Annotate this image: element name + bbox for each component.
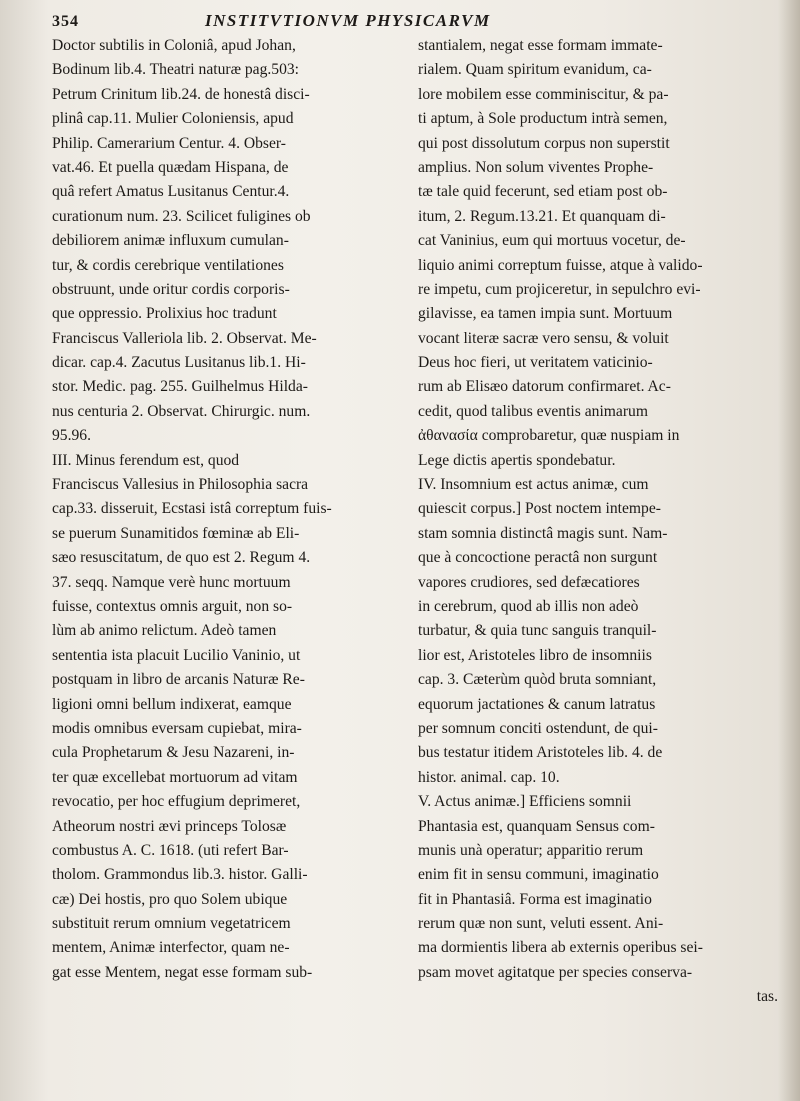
- right-text-column: [418, 34, 784, 1010]
- text-line: munis unà operatur; apparitio rerum: [418, 841, 644, 859]
- text-line: Atheorum nostri ævi princeps Tolosæ: [52, 817, 287, 835]
- text-line: stantialem, negat esse formam immate-: [418, 37, 663, 54]
- text-line: enim fit in sensu communi, imaginatio: [418, 866, 659, 884]
- text-line: tur, & cordis cerebrique ventilationes: [52, 256, 284, 274]
- text-line: postquam in libro de arcanis Naturæ Re-: [52, 671, 305, 689]
- page-number: 354: [52, 13, 79, 30]
- text-line: sæo resuscitatum, de quo est 2. Regum 4.: [52, 549, 311, 567]
- text-line: ἀθανασία comprobaretur, quæ nuspiam in: [418, 427, 680, 445]
- running-head: INSTITVTIONVM PHYSICARVM: [205, 11, 491, 30]
- text-line: gat esse Mentem, negat esse formam sub-: [52, 963, 313, 981]
- text-line: equorum jactationes & canum latratus: [418, 695, 656, 713]
- left-text-column: [52, 34, 416, 985]
- text-line: Doctor subtilis in Coloniâ, apud Johan,: [52, 37, 296, 54]
- text-line: stor. Medic. pag. 255. Guilhelmus Hilda-: [52, 378, 308, 396]
- text-line: Bodinum lib.4. Theatri naturæ pag.503:: [52, 61, 300, 79]
- text-line: modis omnibus eversam cupiebat, mira-: [52, 719, 302, 737]
- text-line: rerum quæ non sunt, veluti essent. Ani-: [418, 915, 664, 933]
- text-line: cap.33. disseruit, Ecstasi istâ correptum fuis-: [52, 500, 332, 518]
- text-line: in cerebrum, quod ab illis non adeò: [418, 597, 639, 615]
- text-line: substituit rerum omnium vegetatricem: [52, 915, 291, 933]
- text-line: combustus A. C. 1618. (uti refert Bar-: [52, 841, 289, 859]
- text-line: psam movet agitatque per species conserva-: [418, 963, 693, 981]
- text-line: liquio animi correptum fuisse, atque à valido-: [418, 256, 703, 274]
- text-line: quâ refert Amatus Lusitanus Centur.4.: [52, 183, 290, 201]
- text-line: fuisse, contextus omnis arguit, non so-: [52, 597, 293, 615]
- text-line: quiescit corpus.] Post noctem intempe-: [418, 500, 661, 518]
- text-line: III. Minus ferendum est, quod: [52, 451, 240, 469]
- text-line: tholom. Grammondus lib.3. histor. Galli-: [52, 866, 308, 884]
- text-line: cat Vaninius, eum qui mortuus vocetur, de-: [418, 232, 686, 250]
- text-line: re impetu, cum projiceretur, in sepulchro evi-: [418, 280, 701, 298]
- text-line: Lege dictis apertis spondebatur.: [418, 451, 616, 469]
- text-line: cæ) Dei hostis, pro quo Solem ubique: [52, 890, 288, 908]
- text-line: que oppressio. Prolixius hoc tradunt: [52, 305, 277, 323]
- page-gutter-shadow: [0, 0, 48, 1101]
- text-line: lùm ab animo relictum. Adeò tamen: [52, 622, 277, 640]
- text-line: itum, 2. Regum.13.21. Et quanquam di-: [418, 207, 666, 225]
- text-line: vocant literæ sacræ vero sensu, & voluit: [418, 329, 669, 347]
- text-line: stam somnia distinctâ magis sunt. Nam-: [418, 524, 668, 542]
- text-line: mentem, Animæ interfector, quam ne-: [52, 939, 290, 957]
- text-line: cap. 3. Cæterùm quòd bruta somniant,: [418, 671, 657, 689]
- text-line: se puerum Sunamitidos fœminæ ab Eli-: [52, 524, 300, 542]
- text-line: rum ab Elisæo datorum confirmaret. Ac-: [418, 378, 671, 396]
- text-line: cula Prophetarum & Jesu Nazareni, in-: [52, 744, 295, 762]
- text-line: IV. Insomnium est actus animæ, cum: [418, 476, 649, 494]
- page-header: [52, 11, 782, 31]
- text-line: obstruunt, unde oritur cordis corporis-: [52, 280, 290, 298]
- text-line: Petrum Crinitum lib.24. de honestâ disci-: [52, 85, 310, 103]
- text-line: qui post dissolutum corpus non superstit: [418, 134, 670, 152]
- text-line: Philip. Camerarium Centur. 4. Obser-: [52, 134, 286, 152]
- text-line: debiliorem animæ influxum cumulan-: [52, 232, 289, 250]
- catchword: tas.: [756, 988, 778, 1006]
- text-line: curationum num. 23. Scilicet fuligines ob: [52, 207, 311, 225]
- text-line: plinâ cap.11. Mulier Coloniensis, apud: [52, 110, 294, 128]
- text-line: turbatur, & quia tunc sanguis tranquil-: [418, 622, 657, 640]
- text-line: histor. animal. cap. 10.: [418, 768, 560, 786]
- text-line: cedit, quod talibus eventis animarum: [418, 402, 648, 420]
- text-line: ma dormientis libera ab externis operibus sei-: [418, 939, 703, 957]
- text-line: bus testatur itidem Aristoteles lib. 4. de: [418, 744, 663, 762]
- text-line: Deus hoc fieri, ut veritatem vaticinio-: [418, 354, 653, 372]
- text-line: Franciscus Vallesius in Philosophia sacra: [52, 476, 309, 494]
- text-line: sententia ista placuit Lucilio Vaninio, ut: [52, 646, 301, 664]
- text-line: Phantasia est, quanquam Sensus com-: [418, 817, 655, 835]
- text-line: ligioni omni bellum indixerat, eamque: [52, 695, 292, 713]
- text-line: que à concoctione peractâ non surgunt: [418, 549, 658, 567]
- text-line: lore mobilem esse comminiscitur, & pa-: [418, 85, 669, 103]
- text-line: amplius. Non solum viventes Prophe-: [418, 158, 654, 176]
- text-line: rialem. Quam spiritum evanidum, ca-: [418, 61, 652, 79]
- text-line: 37. seqq. Namque verè hunc mortuum: [52, 573, 291, 591]
- text-line: lior est, Aristoteles libro de insomniis: [418, 646, 652, 664]
- text-line: ti aptum, à Sole productum intrà semen,: [418, 110, 668, 128]
- text-line: revocatio, per hoc effugium deprimeret,: [52, 793, 301, 811]
- text-line: ter quæ excellebat mortuorum ad vitam: [52, 768, 298, 786]
- text-line: tæ tale quid fecerunt, sed etiam post ob-: [418, 183, 668, 201]
- text-line: Franciscus Valleriola lib. 2. Observat. Me-: [52, 329, 317, 347]
- text-line: 95.96.: [52, 427, 91, 445]
- text-line: vapores crudiores, sed defæcatiores: [418, 573, 640, 591]
- text-line: gilavisse, ea tamen impia sunt. Mortuum: [418, 305, 673, 323]
- text-line: nus centuria 2. Observat. Chirurgic. num.: [52, 402, 311, 420]
- text-line: per somnum conciti ostendunt, de qui-: [418, 719, 658, 737]
- text-line: vat.46. Et puella quædam Hispana, de: [52, 158, 289, 176]
- text-line: V. Actus animæ.] Efficiens somnii: [418, 793, 632, 811]
- text-line: fit in Phantasiâ. Forma est imaginatio: [418, 890, 652, 908]
- text-line: dicar. cap.4. Zacutus Lusitanus lib.1. Hi-: [52, 354, 306, 372]
